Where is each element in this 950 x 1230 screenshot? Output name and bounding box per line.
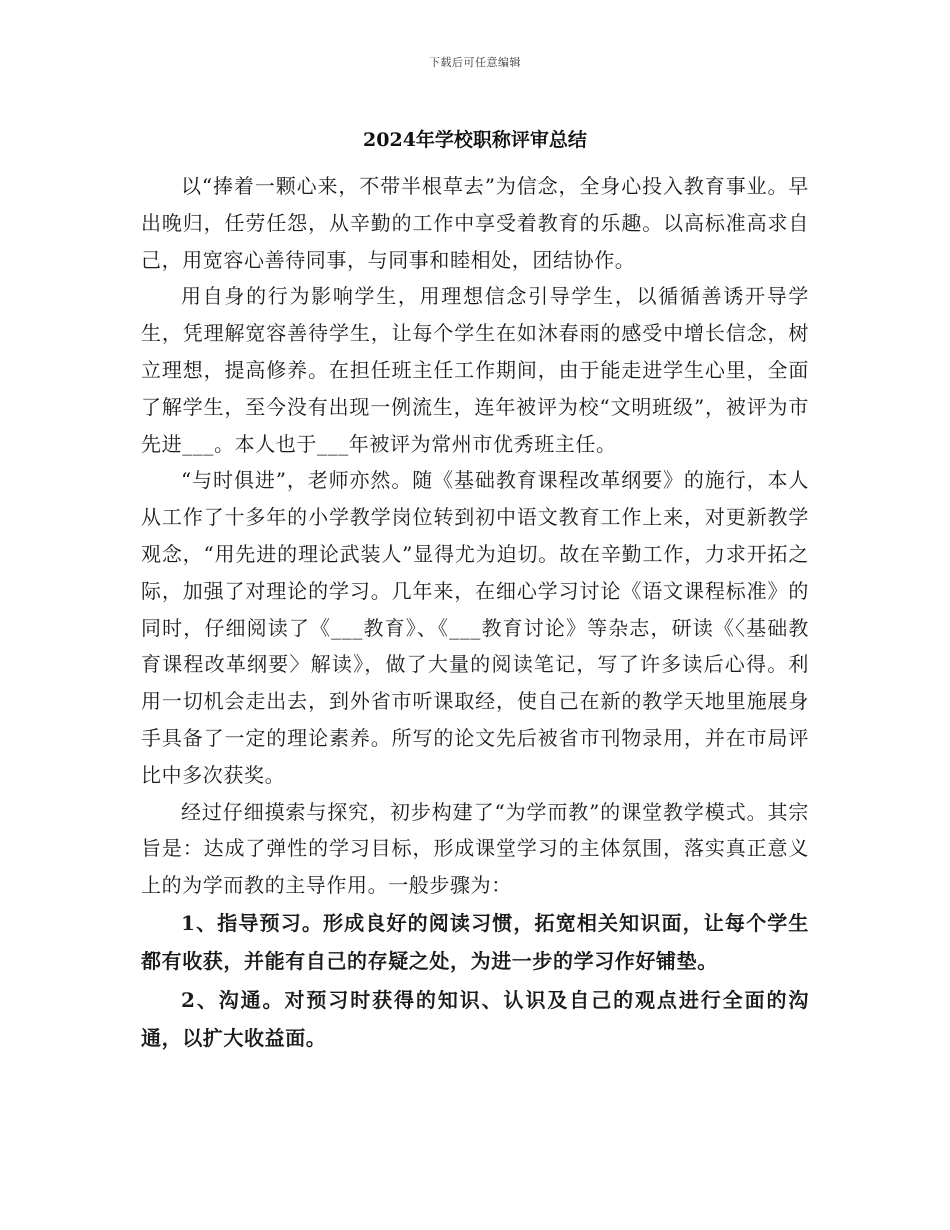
paragraph-theory-study: “与时俱进”，老师亦然。随《基础教育课程改革纲要》的施行，本人从工作了十多年的小学教学岗位转到初中语文教育工作上来，对更新教学观念，“用先进的理论武装人”显得尤为迫切。故在辛勤工作，力求开拓之际，加强了对理论的学习。几年来，在细心学习讨论《语文课程标准》的同时，仔细阅读了《___教育》、《___教育讨论》等杂志，研读《〈基础教育课程改革纲要〉解读》，做了大量的阅读笔记，写了许多读后心得。利用一切机会走出去，到外省市听课取经，使自己在新的教学天地里施展身手具备了一定的理论素养。所写的论文先后被省市刊物录用，并在市局评比中多次获奖。 (141, 468, 809, 787)
paragraph-teaching-model: 经过仔细摸索与探究，初步构建了“为学而教”的课堂教学模式。其宗旨是：达成了弹性的学习目标，形成课堂学习的主体氛围，落实真正意义上的为学而教的主导作用。一般步骤为： (141, 799, 809, 898)
step-communication: 2、沟通。对预习时获得的知识、认识及自己的观点进行全面的沟通，以扩大收益面。 (141, 987, 809, 1051)
header-note: 下载后可任意编辑 (429, 56, 521, 69)
document-title: 2024年学校职称评审总结 (363, 129, 587, 151)
step-preview: 1、指导预习。形成良好的阅读习惯，拓宽相关知识面，让每个学生都有收获，并能有自己的存疑之处，为进一步的学习作好铺垫。 (141, 910, 809, 974)
document-body (141, 168, 809, 1058)
paragraph-belief: 以“捧着一颗心来，不带半根草去”为信念，全身心投入教育事业。早出晚归，任劳任怨，从辛勤的工作中享受着教育的乐趣。以高标准高求自己，用宽容心善待同事，与同事和睦相处，团结协作。 (141, 174, 809, 272)
paragraph-influence-students: 用自身的行为影响学生，用理想信念引导学生，以循循善诱开导学生，凭理解宽容善待学生，让每个学生在如沐春雨的感受中增长信念，树立理想，提高修养。在担任班主任工作期间，由于能走进学生心里，全面了解学生，至今没有出现一例流生，连年被评为校“文明班级”，被评为市先进___。本人也于___年被评为常州市优秀班主任。 (141, 284, 809, 456)
